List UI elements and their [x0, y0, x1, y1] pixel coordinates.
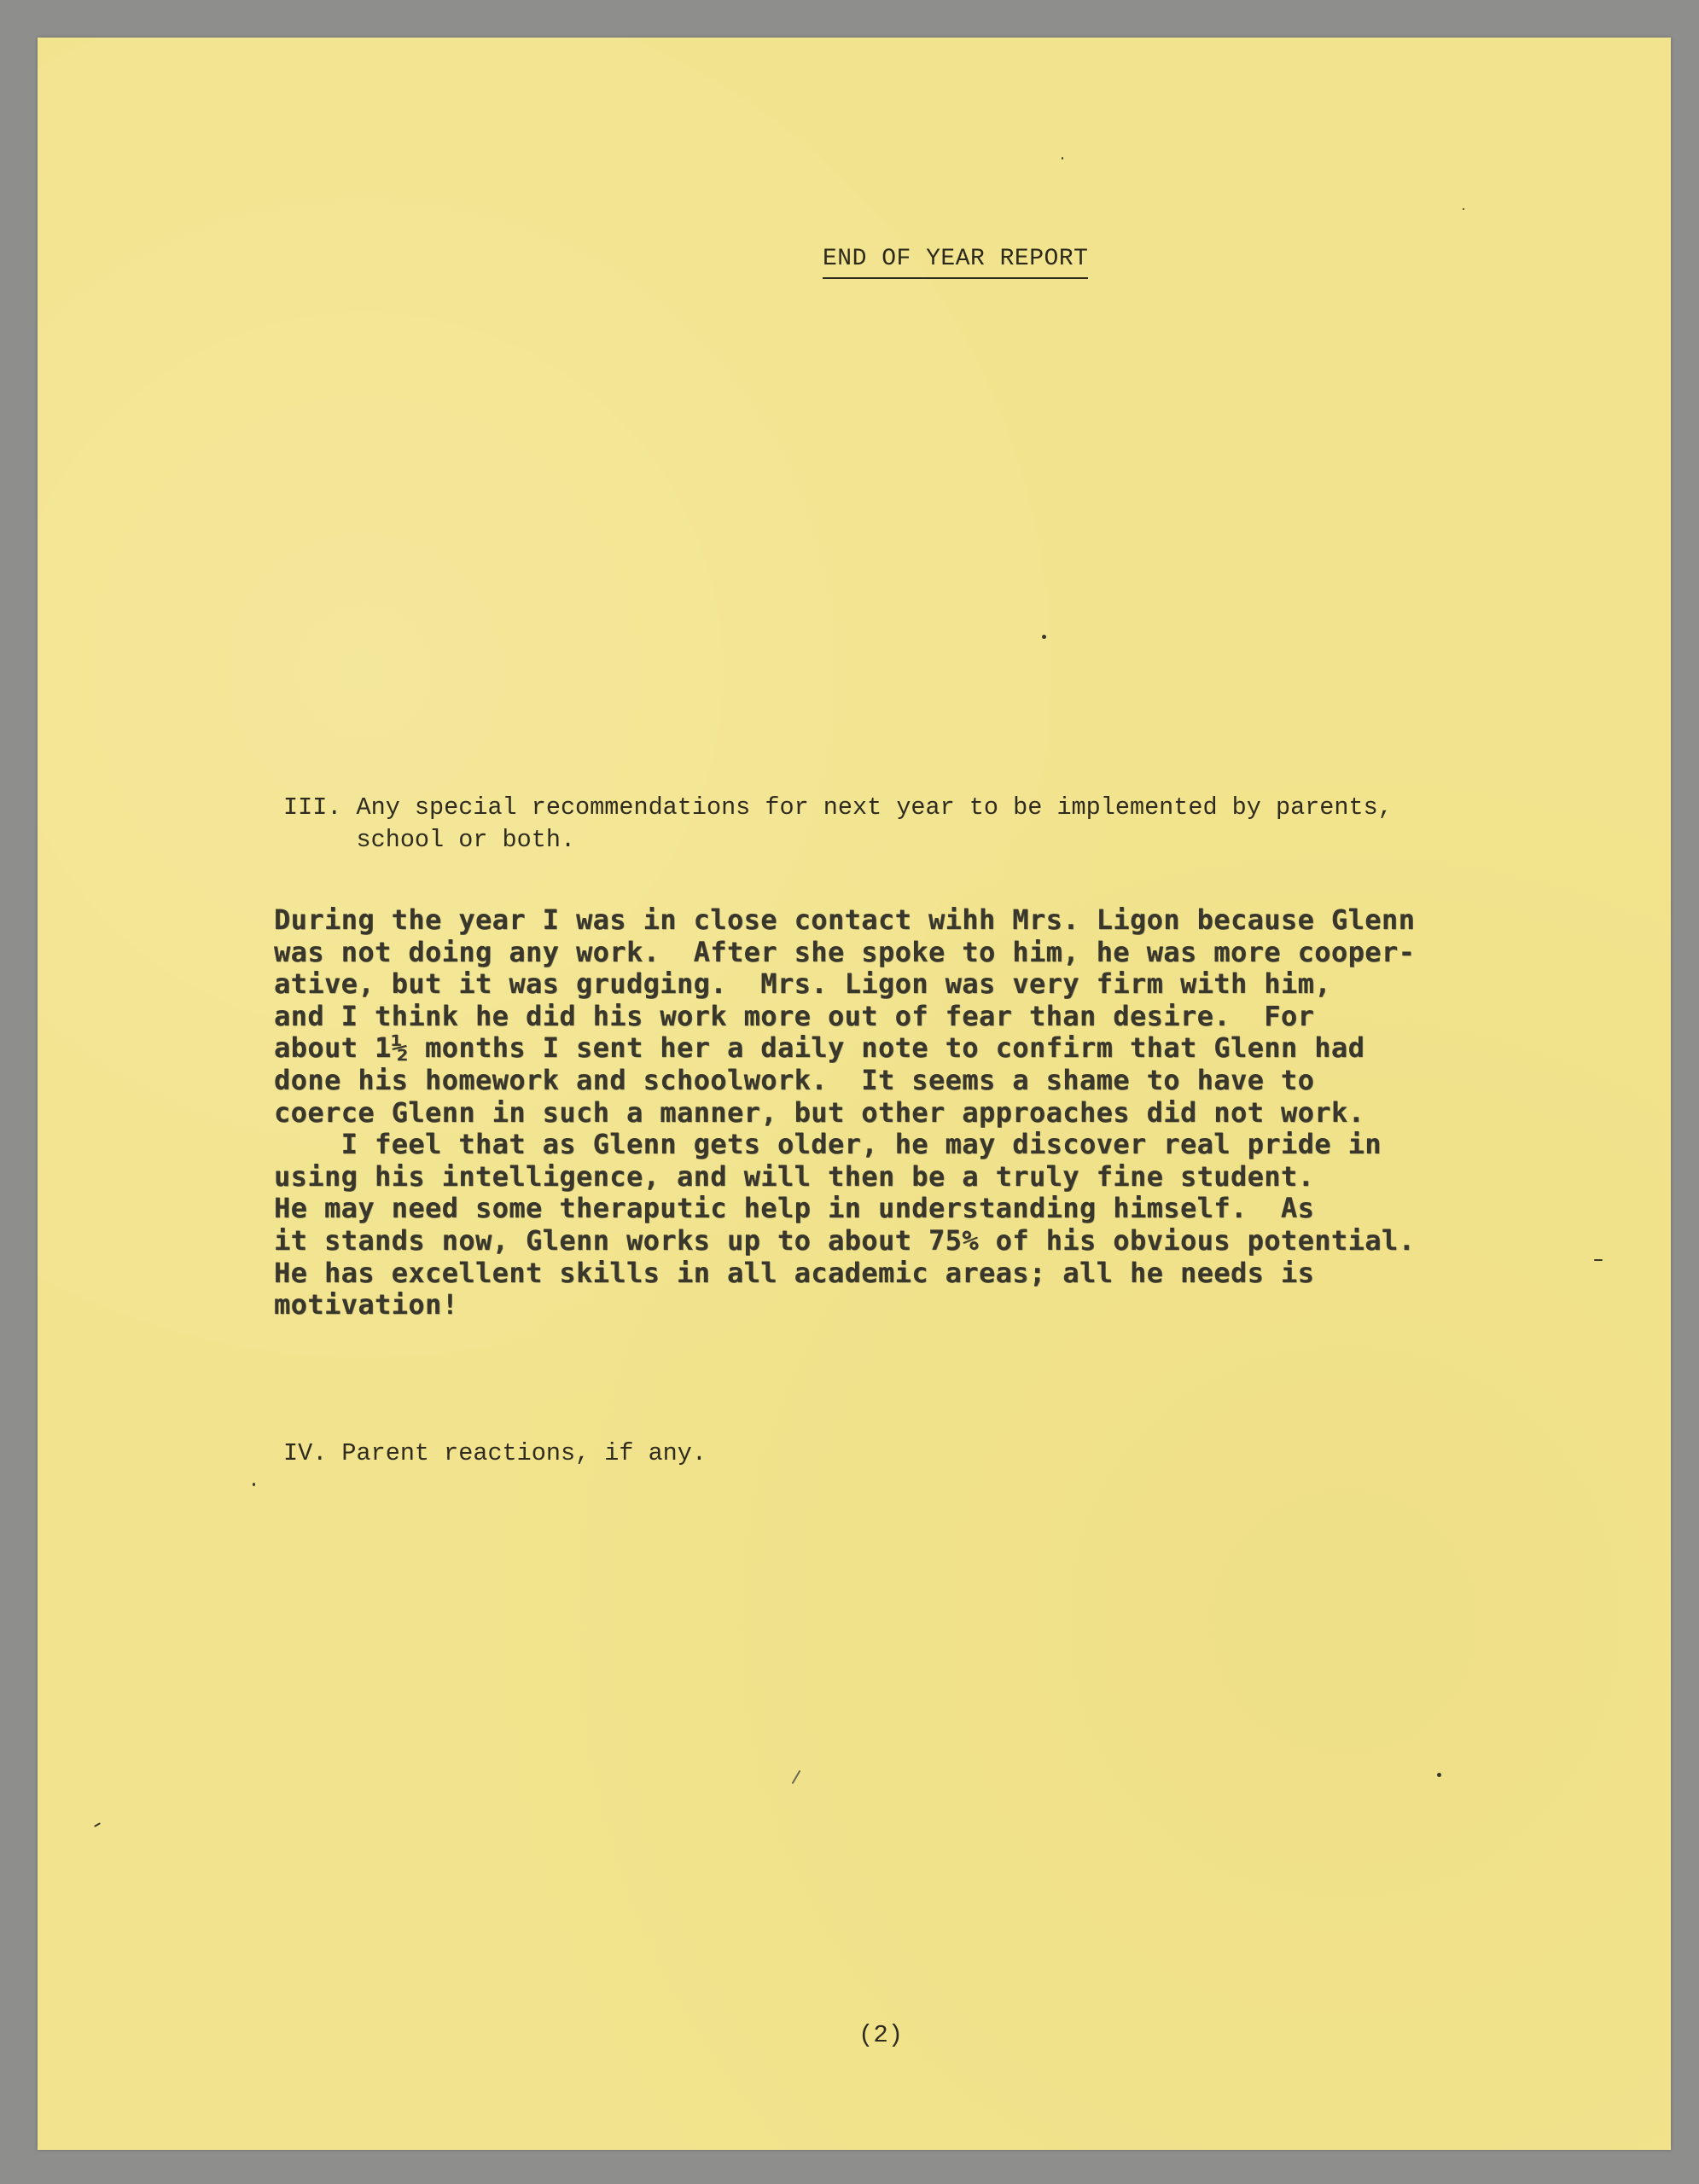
- section-iii-heading: III. Any special recommendations for next year to be implemented by parents, school or both.: [283, 793, 1393, 854]
- paper-speck: [1437, 1773, 1441, 1777]
- paper-speck: [253, 1483, 255, 1486]
- paper-speck: [94, 1822, 101, 1827]
- paper-speck: [1042, 635, 1046, 639]
- report-page: [38, 38, 1671, 2150]
- report-title: END OF YEAR REPORT: [823, 246, 1088, 279]
- paper-speck: [1463, 208, 1464, 210]
- section-iv-heading: IV. Parent reactions, if any.: [283, 1439, 707, 1467]
- paper-speck: [1062, 157, 1063, 160]
- section-iii-typed-response: During the year I was in close contact wihh Mrs. Ligon because Glenn was not doing any work. After she spoke to him, he was more cooper- ative, but it was grudging. Mrs. Ligon was very firm with him, and I think he did his work more out of fear than desire. For about 1½ months I sent her a daily note to confirm that Glenn had done his homework and schoolwork. It seems a shame to have to coerce Glenn in such a manner, but other approaches did not work. I feel that as Glenn gets older, he may discover real pride in using his intelligence, and will then be a truly fine student. He may need some theraputic help in understanding himself. As it stands now, Glenn works up to about 75% of his obvious potential. He has excellent skills in all academic areas; all he needs is motivation!: [274, 903, 1416, 1321]
- paper-speck: [1594, 1259, 1603, 1261]
- page-number: (2): [858, 2021, 904, 2049]
- paper-speck: [792, 1770, 801, 1785]
